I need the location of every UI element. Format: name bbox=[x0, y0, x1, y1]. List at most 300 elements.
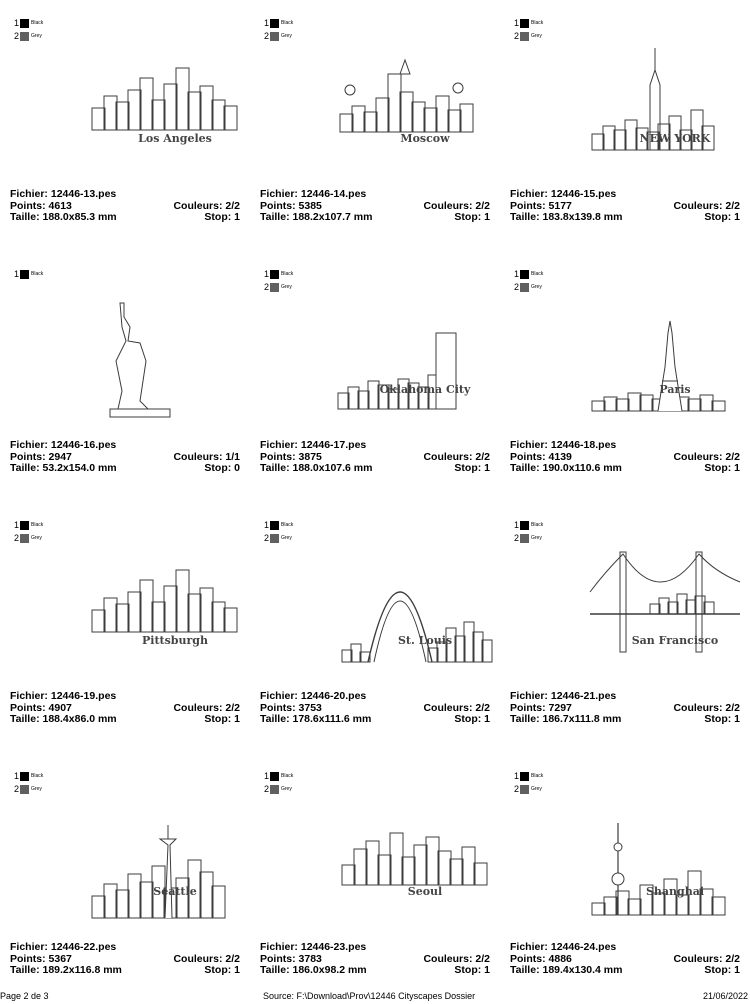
colors-value: 2/2 bbox=[225, 199, 240, 212]
file-value: 12446-23.pes bbox=[300, 941, 367, 953]
building-outline bbox=[640, 395, 653, 411]
skyline-drawing bbox=[500, 281, 750, 436]
size-value: 188.2x107.7 mm bbox=[292, 211, 373, 223]
design-artwork bbox=[500, 281, 750, 436]
skyline-drawing bbox=[250, 783, 500, 938]
design-size bbox=[10, 965, 122, 977]
colors-value: 2/2 bbox=[725, 450, 740, 463]
building-outline bbox=[164, 586, 177, 632]
file-label: Fichier: bbox=[10, 941, 48, 953]
file-value: 12446-16.pes bbox=[50, 439, 117, 451]
building-outline bbox=[604, 397, 617, 411]
stop-count bbox=[704, 965, 740, 977]
colors-label: Couleurs: bbox=[673, 450, 723, 463]
points-value: 2947 bbox=[48, 450, 72, 463]
design-card bbox=[250, 502, 500, 753]
colors-label: Couleurs: bbox=[423, 952, 473, 965]
building-outline bbox=[152, 602, 165, 632]
design-info bbox=[260, 189, 490, 224]
points-label: Points: bbox=[10, 952, 46, 965]
skyline-drawing bbox=[500, 783, 750, 938]
design-info bbox=[510, 691, 740, 726]
legend-color-name: Black bbox=[281, 773, 294, 779]
building-outline bbox=[628, 899, 641, 915]
file-label: Fichier: bbox=[10, 188, 48, 200]
file-value: 12446-17.pes bbox=[300, 439, 367, 451]
stop-label: Stop: bbox=[704, 713, 732, 725]
points-value: 5177 bbox=[548, 199, 572, 212]
building-outline bbox=[212, 602, 225, 632]
pearl-sphere bbox=[614, 843, 622, 851]
stop-count bbox=[454, 965, 490, 977]
stop-label: Stop: bbox=[454, 211, 482, 223]
size-value: 189.2x116.8 mm bbox=[42, 964, 122, 976]
info-row-size bbox=[10, 714, 240, 726]
building-outline bbox=[414, 845, 427, 885]
legend-number: 1 bbox=[263, 520, 269, 530]
building-outline bbox=[366, 841, 379, 885]
building-outline bbox=[460, 104, 473, 132]
legend-color-name: Grey bbox=[281, 786, 292, 792]
building-outline bbox=[176, 68, 189, 130]
size-value: 189.4x130.4 mm bbox=[542, 964, 623, 976]
design-card bbox=[500, 251, 750, 502]
info-row-size bbox=[10, 212, 240, 224]
legend-color-name: Black bbox=[531, 773, 544, 779]
info-row-size bbox=[510, 714, 740, 726]
file-label: Fichier: bbox=[510, 439, 548, 451]
legend-number: 1 bbox=[513, 18, 519, 28]
colors-value: 2/2 bbox=[475, 199, 490, 212]
design-artwork bbox=[0, 532, 250, 687]
file-label: Fichier: bbox=[260, 439, 298, 451]
file-label: Fichier: bbox=[260, 941, 298, 953]
legend-number: 1 bbox=[13, 269, 19, 279]
building-outline bbox=[188, 92, 201, 130]
colors-label: Couleurs: bbox=[173, 952, 223, 965]
building-outline bbox=[224, 106, 237, 130]
file-label: Fichier: bbox=[260, 188, 298, 200]
points-label: Points: bbox=[10, 450, 46, 463]
building-outline bbox=[224, 608, 237, 632]
building-outline bbox=[400, 92, 413, 132]
design-artwork bbox=[0, 783, 250, 938]
design-info bbox=[510, 189, 740, 224]
stop-value: 1 bbox=[484, 964, 490, 976]
legend-color-name: Black bbox=[31, 522, 44, 528]
design-size bbox=[510, 212, 622, 224]
colors-label: Couleurs: bbox=[173, 450, 223, 463]
color-swatch bbox=[20, 270, 29, 279]
legend-color-name: Grey bbox=[31, 33, 42, 39]
eiffel-tower bbox=[658, 321, 682, 411]
file-label: Fichier: bbox=[510, 941, 548, 953]
design-artwork bbox=[500, 532, 750, 687]
stop-value: 1 bbox=[734, 964, 740, 976]
space-needle bbox=[160, 839, 176, 918]
color-swatch bbox=[270, 19, 279, 28]
legend-number: 1 bbox=[263, 771, 269, 781]
points-label: Points: bbox=[260, 199, 296, 212]
stop-value: 1 bbox=[734, 713, 740, 725]
colors-value: 2/2 bbox=[725, 199, 740, 212]
size-value: 178.6x111.6 mm bbox=[292, 713, 372, 725]
building-outline bbox=[140, 78, 153, 130]
size-label: Taille: bbox=[510, 964, 540, 976]
color-swatch bbox=[20, 772, 29, 781]
color-swatch bbox=[20, 521, 29, 530]
page-number: Page 2 de 3 bbox=[0, 991, 49, 1001]
stop-value: 1 bbox=[734, 211, 740, 223]
building-outline bbox=[200, 872, 213, 918]
points-value: 7297 bbox=[548, 701, 572, 714]
design-info bbox=[510, 942, 740, 977]
building-outline bbox=[354, 849, 367, 885]
file-value: 12446-15.pes bbox=[550, 188, 617, 200]
building-outline bbox=[352, 106, 365, 132]
legend-color-name: Black bbox=[31, 773, 44, 779]
building-outline bbox=[436, 96, 449, 132]
building-outline bbox=[176, 878, 189, 918]
points-value: 4907 bbox=[48, 701, 72, 714]
building-outline bbox=[616, 399, 629, 411]
size-value: 186.7x111.8 mm bbox=[542, 713, 622, 725]
stop-count bbox=[454, 212, 490, 224]
points-label: Points: bbox=[260, 450, 296, 463]
size-label: Taille: bbox=[260, 713, 290, 725]
design-card bbox=[0, 251, 250, 502]
skyline-drawing bbox=[250, 281, 500, 436]
design-artwork bbox=[0, 281, 250, 436]
colors-value: 2/2 bbox=[475, 450, 490, 463]
legend-number: 1 bbox=[513, 771, 519, 781]
points-value: 4139 bbox=[548, 450, 572, 463]
legend-color-name: Black bbox=[531, 522, 544, 528]
stop-label: Stop: bbox=[204, 211, 232, 223]
building-outline bbox=[438, 851, 451, 885]
info-row-size bbox=[260, 714, 490, 726]
design-size bbox=[260, 212, 372, 224]
color-swatch bbox=[520, 521, 529, 530]
gateway-arch-inner bbox=[374, 601, 426, 662]
colors-label: Couleurs: bbox=[173, 199, 223, 212]
building-outline bbox=[604, 897, 617, 915]
file-value: 12446-24.pes bbox=[550, 941, 617, 953]
legend-number: 2 bbox=[13, 784, 19, 794]
design-info bbox=[510, 440, 740, 475]
design-size bbox=[260, 714, 371, 726]
points-label: Points: bbox=[510, 701, 546, 714]
skyline-drawing bbox=[0, 783, 250, 938]
legend-color-name: Black bbox=[531, 20, 544, 26]
info-row-size bbox=[510, 463, 740, 475]
design-card bbox=[0, 0, 250, 251]
points-value: 5367 bbox=[48, 952, 72, 965]
design-artwork bbox=[250, 532, 500, 687]
building-outline bbox=[592, 903, 605, 915]
stop-label: Stop: bbox=[454, 462, 482, 474]
size-label: Taille: bbox=[10, 713, 40, 725]
legend-number: 1 bbox=[263, 18, 269, 28]
colors-value: 2/2 bbox=[225, 952, 240, 965]
colors-value: 2/2 bbox=[475, 952, 490, 965]
legend-number: 1 bbox=[513, 269, 519, 279]
design-info bbox=[260, 440, 490, 475]
building-outline bbox=[592, 401, 605, 411]
city-name-lettering: Seoul bbox=[407, 885, 443, 898]
design-size bbox=[260, 463, 372, 475]
skyline-drawing bbox=[500, 532, 750, 687]
design-info bbox=[10, 440, 240, 475]
info-row-size bbox=[260, 463, 490, 475]
file-label: Fichier: bbox=[510, 690, 548, 702]
building-outline bbox=[212, 886, 225, 918]
legend-number: 1 bbox=[13, 18, 19, 28]
legend-color-name: Grey bbox=[531, 786, 542, 792]
points-value: 5385 bbox=[298, 199, 322, 212]
info-row-size bbox=[10, 965, 240, 977]
legend-number: 2 bbox=[263, 282, 269, 292]
building-outline bbox=[614, 130, 626, 150]
building-outline bbox=[603, 126, 615, 150]
design-artwork bbox=[250, 783, 500, 938]
stop-count bbox=[454, 463, 490, 475]
statue-pedestal bbox=[110, 409, 170, 417]
colors-label: Couleurs: bbox=[673, 199, 723, 212]
design-info bbox=[260, 942, 490, 977]
color-swatch bbox=[270, 772, 279, 781]
design-size bbox=[10, 463, 117, 475]
stop-label: Stop: bbox=[204, 713, 232, 725]
legend-color-name: Black bbox=[531, 271, 544, 277]
file-value: 12446-21.pes bbox=[550, 690, 617, 702]
colors-label: Couleurs: bbox=[173, 701, 223, 714]
size-label: Taille: bbox=[10, 964, 40, 976]
building-outline bbox=[140, 580, 153, 632]
info-row-size bbox=[260, 965, 490, 977]
building-outline bbox=[368, 381, 379, 409]
building-outline bbox=[388, 74, 401, 132]
colors-value: 1/1 bbox=[225, 450, 240, 463]
city-name-lettering: Moscow bbox=[400, 132, 450, 145]
city-name-lettering: Paris bbox=[659, 383, 691, 396]
design-card bbox=[250, 251, 500, 502]
building-outline bbox=[378, 855, 391, 885]
skyline-drawing bbox=[0, 281, 250, 436]
points-label: Points: bbox=[10, 701, 46, 714]
stop-label: Stop: bbox=[704, 462, 732, 474]
colors-value: 2/2 bbox=[725, 952, 740, 965]
design-card bbox=[250, 0, 500, 251]
stop-label: Stop: bbox=[704, 211, 732, 223]
size-label: Taille: bbox=[510, 211, 540, 223]
size-label: Taille: bbox=[510, 713, 540, 725]
legend-color-name: Grey bbox=[281, 33, 292, 39]
gateway-arch bbox=[368, 592, 432, 662]
legend-color-name: Grey bbox=[31, 535, 42, 541]
legend-number: 2 bbox=[263, 533, 269, 543]
building-outline bbox=[340, 114, 353, 132]
city-name-lettering: Los Angeles bbox=[138, 132, 212, 145]
file-value: 12446-14.pes bbox=[300, 188, 367, 200]
source-path: Source: F:\Download\Prov\12446 Cityscapes Dossier bbox=[263, 991, 476, 1001]
design-info bbox=[10, 691, 240, 726]
points-label: Points: bbox=[10, 199, 46, 212]
building-outline bbox=[712, 897, 725, 915]
skyline-drawing bbox=[0, 30, 250, 185]
legend-number: 2 bbox=[263, 784, 269, 794]
design-card bbox=[0, 502, 250, 753]
building-outline bbox=[676, 895, 689, 915]
legend-number: 2 bbox=[513, 282, 519, 292]
design-artwork bbox=[250, 281, 500, 436]
file-label: Fichier: bbox=[510, 188, 548, 200]
building-outline bbox=[128, 90, 141, 130]
points-value: 4886 bbox=[548, 952, 572, 965]
design-size bbox=[510, 965, 622, 977]
devon-tower bbox=[436, 333, 456, 409]
points-label: Points: bbox=[260, 952, 296, 965]
building-outline bbox=[424, 108, 437, 132]
stop-count bbox=[204, 714, 240, 726]
file-value: 12446-19.pes bbox=[50, 690, 117, 702]
points-value: 4613 bbox=[48, 199, 72, 212]
color-swatch bbox=[20, 19, 29, 28]
design-card bbox=[0, 753, 250, 1004]
stop-count bbox=[704, 212, 740, 224]
colors-label: Couleurs: bbox=[423, 701, 473, 714]
size-label: Taille: bbox=[260, 964, 290, 976]
onion-dome bbox=[345, 85, 355, 95]
stop-label: Stop: bbox=[454, 713, 482, 725]
building-outline bbox=[176, 570, 189, 632]
statue-outline bbox=[116, 303, 148, 409]
stop-value: 1 bbox=[234, 211, 240, 223]
stop-value: 1 bbox=[484, 462, 490, 474]
size-value: 186.0x98.2 mm bbox=[292, 964, 367, 976]
building-outline bbox=[116, 604, 129, 632]
design-size bbox=[260, 965, 367, 977]
skyline-drawing bbox=[0, 532, 250, 687]
design-size bbox=[510, 714, 621, 726]
building-outline bbox=[376, 98, 389, 132]
design-size bbox=[510, 463, 622, 475]
city-name-lettering: Pittsburgh bbox=[142, 634, 208, 647]
legend-number: 1 bbox=[13, 771, 19, 781]
legend-number: 2 bbox=[513, 784, 519, 794]
info-row-size bbox=[260, 212, 490, 224]
building-outline bbox=[462, 847, 475, 885]
legend-number: 2 bbox=[13, 533, 19, 543]
building-outline bbox=[348, 387, 359, 409]
file-value: 12446-20.pes bbox=[300, 690, 367, 702]
stop-label: Stop: bbox=[204, 964, 232, 976]
design-artwork bbox=[500, 30, 750, 185]
building-outline bbox=[592, 134, 604, 150]
tower-spire bbox=[400, 60, 410, 74]
design-size bbox=[10, 714, 117, 726]
legend-color-name: Grey bbox=[531, 284, 542, 290]
legend-color-name: Black bbox=[31, 20, 44, 26]
size-value: 188.0x107.6 mm bbox=[292, 462, 373, 474]
city-name-lettering: Shanghai bbox=[645, 885, 705, 898]
stop-value: 1 bbox=[234, 964, 240, 976]
building-outline bbox=[342, 865, 355, 885]
building-outline bbox=[358, 391, 369, 409]
size-label: Taille: bbox=[260, 462, 290, 474]
building-outline bbox=[338, 393, 349, 409]
building-outline bbox=[104, 884, 117, 918]
design-artwork bbox=[500, 783, 750, 938]
stop-label: Stop: bbox=[204, 462, 232, 474]
building-outline bbox=[92, 896, 105, 918]
building-outline bbox=[412, 102, 425, 132]
city-name-lettering: Seattle bbox=[153, 885, 197, 898]
building-outline bbox=[474, 863, 487, 885]
stop-count bbox=[704, 714, 740, 726]
design-card bbox=[500, 0, 750, 251]
building-outline bbox=[152, 100, 165, 130]
legend-color-name: Black bbox=[281, 522, 294, 528]
points-value: 3753 bbox=[298, 701, 322, 714]
design-info bbox=[10, 189, 240, 224]
legend-number: 2 bbox=[263, 31, 269, 41]
colors-label: Couleurs: bbox=[423, 199, 473, 212]
design-info bbox=[10, 942, 240, 977]
building-outline bbox=[625, 120, 637, 150]
file-value: 12446-13.pes bbox=[50, 188, 117, 200]
legend-color-name: Black bbox=[31, 271, 44, 277]
building-outline bbox=[128, 592, 141, 632]
onion-dome bbox=[453, 83, 463, 93]
building-outline bbox=[188, 594, 201, 632]
file-label: Fichier: bbox=[10, 439, 48, 451]
design-artwork bbox=[250, 30, 500, 185]
stop-label: Stop: bbox=[704, 964, 732, 976]
size-value: 53.2x154.0 mm bbox=[42, 462, 117, 474]
stop-value: 1 bbox=[484, 211, 490, 223]
building-outline bbox=[140, 882, 153, 918]
building-outline bbox=[426, 837, 439, 885]
building-outline bbox=[450, 859, 463, 885]
size-label: Taille: bbox=[510, 462, 540, 474]
building-outline bbox=[200, 588, 213, 632]
points-label: Points: bbox=[510, 952, 546, 965]
colors-label: Couleurs: bbox=[423, 450, 473, 463]
building-outline bbox=[104, 96, 117, 130]
size-value: 183.8x139.8 mm bbox=[542, 211, 623, 223]
building-outline bbox=[712, 401, 725, 411]
size-value: 188.4x86.0 mm bbox=[42, 713, 117, 725]
file-label: Fichier: bbox=[260, 690, 298, 702]
building-outline bbox=[92, 108, 105, 130]
file-label: Fichier: bbox=[10, 690, 48, 702]
legend-color-name: Black bbox=[281, 271, 294, 277]
colors-value: 2/2 bbox=[225, 701, 240, 714]
design-size bbox=[10, 212, 117, 224]
legend-number: 1 bbox=[13, 520, 19, 530]
points-label: Points: bbox=[510, 199, 546, 212]
colors-value: 2/2 bbox=[475, 701, 490, 714]
skyline-drawing bbox=[250, 532, 500, 687]
legend-number: 2 bbox=[513, 31, 519, 41]
legend-color-name: Grey bbox=[531, 33, 542, 39]
building-outline bbox=[92, 610, 105, 632]
stop-count bbox=[204, 965, 240, 977]
building-outline bbox=[116, 890, 129, 918]
building-outline bbox=[128, 874, 141, 918]
points-value: 3875 bbox=[298, 450, 322, 463]
